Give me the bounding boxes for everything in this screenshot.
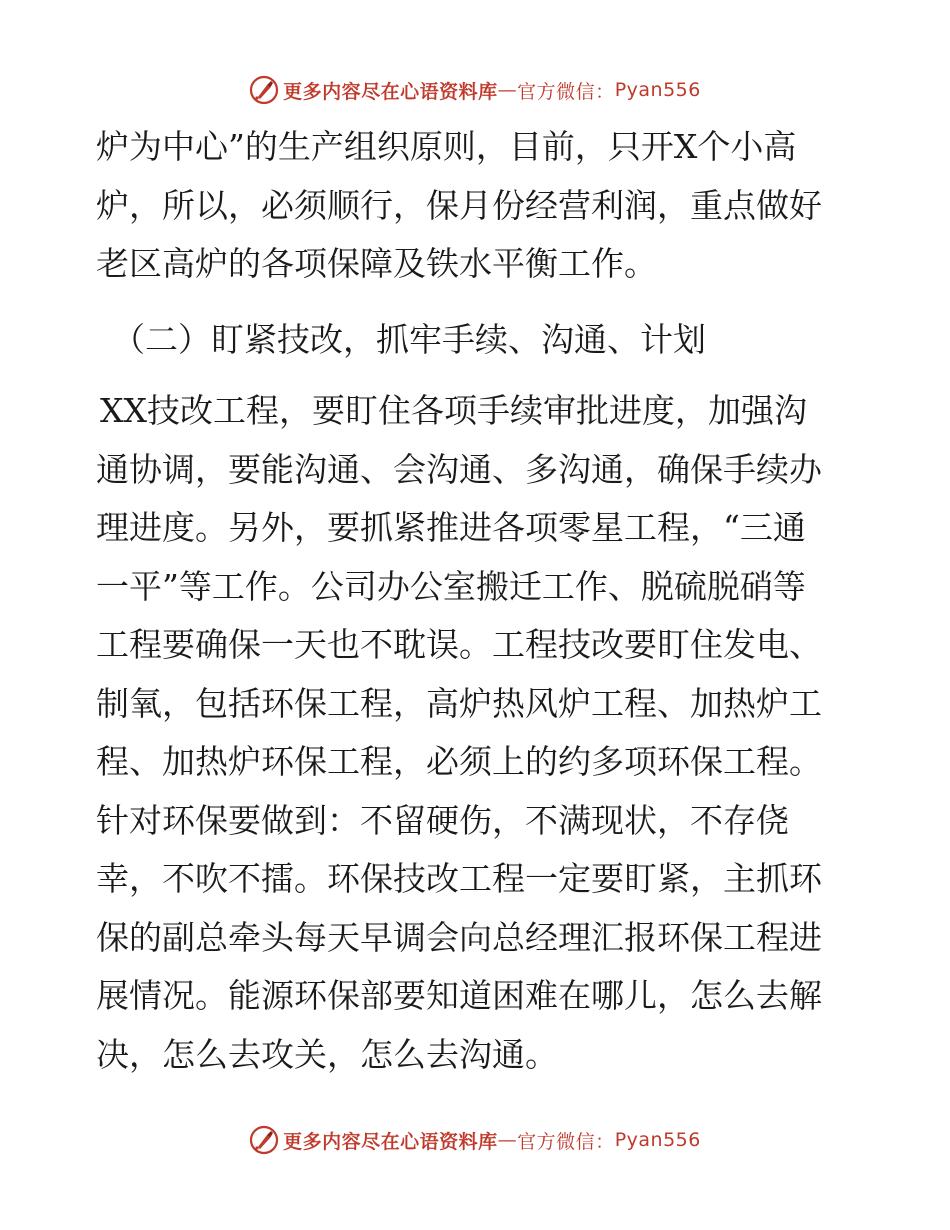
pen-nib-logo-icon	[249, 1125, 279, 1155]
paragraph-2-line: 程、加热炉环保工程，必须上的约多项环保工程。	[96, 742, 822, 781]
paragraph-1	[96, 118, 856, 294]
paragraph-2-line: 通协调，要能沟通、会沟通、多沟通，确保手续办	[96, 449, 822, 489]
header-banner	[0, 70, 950, 110]
banner-brand-text: 更多内容尽在心语资料库	[283, 1130, 498, 1153]
paragraph-2	[96, 382, 860, 1084]
banner-separator: —	[497, 1129, 518, 1151]
banner-colon: ：	[595, 1130, 615, 1153]
paragraph-2-line: 展情况。能源环保部要知道困难在哪儿，怎么去解	[96, 976, 822, 1015]
paragraph-2-line: 制氧，包括环保工程，高炉热风炉工程、加热炉工	[96, 683, 822, 723]
paragraph-2-line: 一平”等工作。公司办公室搬迁工作、脱硫脱硝等	[96, 566, 806, 606]
paragraph-2-line: XX技改工程，要盯住各项手续审批进度，加强沟	[100, 391, 807, 430]
paragraph-2-line: 决，怎么去攻关，怎么去沟通。	[96, 1034, 558, 1074]
paragraph-2-line: 幸，不吹不擂。环保技改工程一定要盯紧，主抓环	[96, 859, 822, 898]
footer-banner	[0, 1120, 950, 1160]
paragraph-1-line: 炉为中心”的生产组织原则，目前，只开X个小高	[96, 127, 797, 166]
paragraph-2-line: 理进度。另外，要抓紧推进各项零星工程，“三通	[96, 508, 806, 547]
banner-colon: ：	[595, 80, 615, 103]
banner-official-label: 官方微信	[517, 1130, 596, 1153]
banner-brand-text: 更多内容尽在心语资料库	[283, 80, 498, 103]
pen-nib-logo-icon	[249, 75, 279, 105]
paragraph-2-line: 保的副总牵头每天早调会向总经理汇报环保工程进	[96, 917, 822, 957]
banner-wechat-handle: Pyan556	[614, 1129, 701, 1151]
paragraph-1-line: 炉，所以，必须顺行，保月份经营利润，重点做好	[96, 185, 822, 225]
paragraph-2-line: 针对环保要做到：不留硬伤，不满现状，不存侥	[96, 800, 789, 840]
section-heading: （二）盯紧技改，抓牢手续、沟通、计划	[112, 320, 706, 359]
banner-wechat-handle: Pyan556	[614, 79, 701, 101]
banner-separator: —	[497, 79, 518, 101]
banner-official-label: 官方微信	[517, 80, 596, 103]
paragraph-2-line: 工程要确保一天也不耽误。工程技改要盯住发电、	[96, 625, 822, 664]
paragraph-1-line: 老区高炉的各项保障及铁水平衡工作。	[96, 244, 657, 283]
